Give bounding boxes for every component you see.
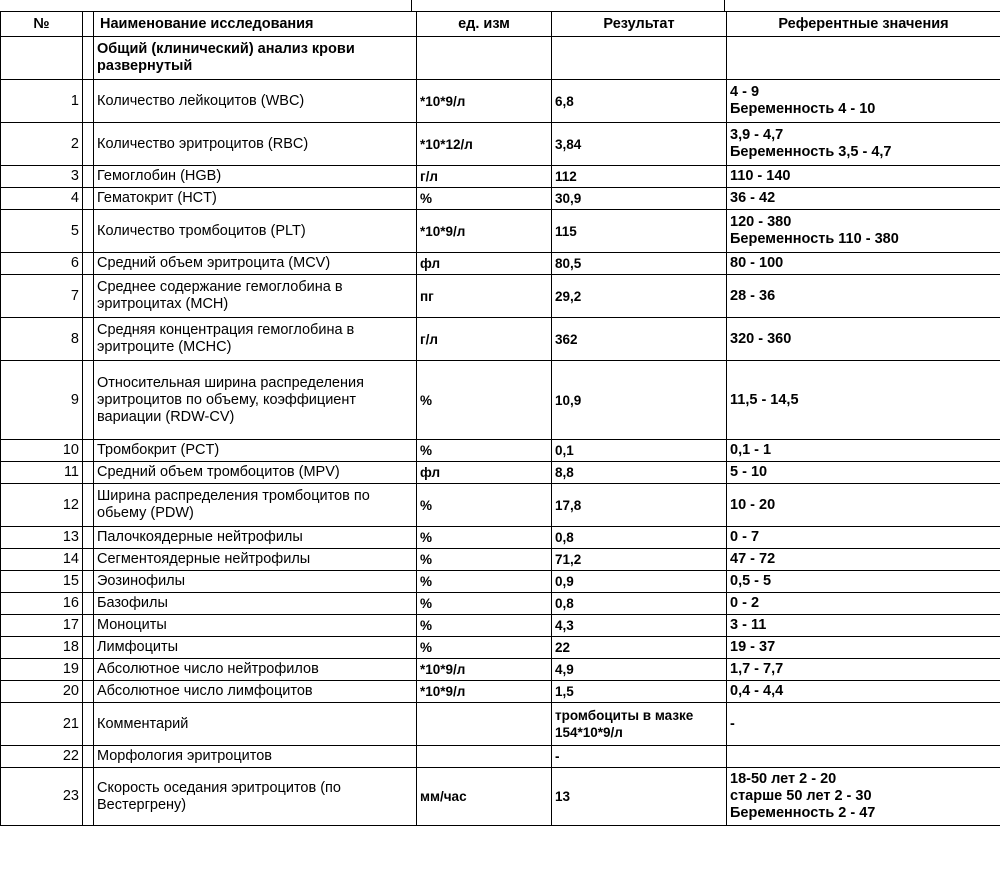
- result-value: 4,9: [552, 659, 727, 681]
- row-gap: [83, 659, 94, 681]
- result-value: 80,5: [552, 253, 727, 275]
- result-value: 0,8: [552, 527, 727, 549]
- unit-value: %: [417, 484, 552, 527]
- unit-value: %: [417, 615, 552, 637]
- test-name: Абсолютное число нейтрофилов: [94, 659, 417, 681]
- reference-value: [727, 593, 1000, 615]
- test-name: Гематокрит (HCT): [94, 188, 417, 210]
- section-gap: [83, 37, 94, 80]
- unit-value: [417, 746, 552, 768]
- reference-value: [727, 80, 1000, 123]
- row-gap: [83, 188, 94, 210]
- result-value: 6,8: [552, 80, 727, 123]
- row-number: 20: [1, 681, 83, 703]
- row-gap: [83, 484, 94, 527]
- result-value: 1,5: [552, 681, 727, 703]
- table-row: [1, 123, 1000, 166]
- test-name: Базофилы: [94, 593, 417, 615]
- row-gap: [83, 80, 94, 123]
- table-row: [1, 484, 1000, 527]
- row-number: 11: [1, 462, 83, 484]
- reference-value: [727, 484, 1000, 527]
- test-name: Моноциты: [94, 615, 417, 637]
- row-gap: [83, 462, 94, 484]
- section-unit: [417, 37, 552, 80]
- header-row: [1, 12, 1000, 37]
- unit-value: г/л: [417, 166, 552, 188]
- result-value: 4,3: [552, 615, 727, 637]
- table-row: [1, 166, 1000, 188]
- row-number: 5: [1, 210, 83, 253]
- reference-value: [727, 318, 1000, 361]
- row-number: 23: [1, 768, 83, 826]
- reference-value: [727, 637, 1000, 659]
- unit-value: г/л: [417, 318, 552, 361]
- reference-line: 1,7 - 7,7: [730, 661, 784, 677]
- reference-value: [727, 440, 1000, 462]
- row-number: 18: [1, 637, 83, 659]
- table-row: [1, 768, 1000, 826]
- reference-line: 3 - 11: [730, 617, 767, 633]
- result-value: 0,1: [552, 440, 727, 462]
- row-gap: [83, 123, 94, 166]
- unit-value: %: [417, 527, 552, 549]
- reference-value: [727, 123, 1000, 166]
- unit-value: *10*9/л: [417, 210, 552, 253]
- result-value: 13: [552, 768, 727, 826]
- header-reference: Референтные значения: [727, 12, 1000, 37]
- row-number: 16: [1, 593, 83, 615]
- reference-value: [727, 615, 1000, 637]
- table-body: [1, 37, 1000, 826]
- top-divider: [411, 0, 412, 11]
- unit-value: %: [417, 549, 552, 571]
- table-row: [1, 681, 1000, 703]
- table-row: [1, 637, 1000, 659]
- reference-value: [727, 210, 1000, 253]
- reference-value: [727, 253, 1000, 275]
- test-name: Средний объем тромбоцитов (MPV): [94, 462, 417, 484]
- reference-line: 3,9 - 4,7: [730, 127, 784, 143]
- reference-line: Беременность 110 - 380: [730, 231, 899, 247]
- test-name: Ширина распределения тромбоцитов по обьему (PDW): [94, 484, 417, 527]
- table-row: [1, 527, 1000, 549]
- reference-line: старше 50 лет 2 - 30: [730, 788, 872, 804]
- top-border-fragment: [0, 0, 1000, 11]
- unit-value: %: [417, 188, 552, 210]
- row-number: 21: [1, 703, 83, 746]
- unit-value: мм/час: [417, 768, 552, 826]
- row-gap: [83, 549, 94, 571]
- reference-value: [727, 681, 1000, 703]
- row-number: 22: [1, 746, 83, 768]
- table-row: [1, 210, 1000, 253]
- row-gap: [83, 615, 94, 637]
- row-gap: [83, 253, 94, 275]
- unit-value: *10*9/л: [417, 681, 552, 703]
- test-name: Количество тромбоцитов (PLT): [94, 210, 417, 253]
- reference-line: 80 - 100: [730, 255, 784, 271]
- table-row: [1, 659, 1000, 681]
- result-value: -: [552, 746, 727, 768]
- reference-line: 0,1 - 1: [730, 442, 772, 458]
- row-number: 17: [1, 615, 83, 637]
- unit-value: пг: [417, 275, 552, 318]
- row-number: 14: [1, 549, 83, 571]
- row-number: 12: [1, 484, 83, 527]
- unit-value: %: [417, 593, 552, 615]
- test-name: Средний объем эритроцита (MCV): [94, 253, 417, 275]
- unit-value: *10*12/л: [417, 123, 552, 166]
- test-name: Среднее содержание гемоглобина в эритроцитах (MCH): [94, 275, 417, 318]
- table-row: [1, 80, 1000, 123]
- header-num: №: [1, 12, 83, 37]
- reference-line: Беременность 2 - 47: [730, 805, 876, 821]
- test-name: Лимфоциты: [94, 637, 417, 659]
- table-row: [1, 615, 1000, 637]
- table-row: [1, 462, 1000, 484]
- reference-line: 120 - 380: [730, 214, 792, 230]
- row-gap: [83, 768, 94, 826]
- reference-line: 110 - 140: [730, 168, 791, 184]
- table-row: [1, 703, 1000, 746]
- row-gap: [83, 703, 94, 746]
- unit-value: %: [417, 361, 552, 440]
- test-name: Количество эритроцитов (RBC): [94, 123, 417, 166]
- row-gap: [83, 637, 94, 659]
- result-value: тромбоциты в мазке 154*10*9/л: [552, 703, 727, 746]
- row-number: 7: [1, 275, 83, 318]
- result-value: 0,9: [552, 571, 727, 593]
- row-number: 15: [1, 571, 83, 593]
- result-value: 10,9: [552, 361, 727, 440]
- test-name: Средняя концентрация гемоглобина в эритроците (MCHC): [94, 318, 417, 361]
- row-number: 3: [1, 166, 83, 188]
- unit-value: фл: [417, 253, 552, 275]
- unit-value: %: [417, 637, 552, 659]
- section-row: [1, 37, 1000, 80]
- table-row: [1, 593, 1000, 615]
- reference-value: [727, 571, 1000, 593]
- reference-line: 0,4 - 4,4: [730, 683, 784, 699]
- result-value: 8,8: [552, 462, 727, 484]
- table-row: [1, 361, 1000, 440]
- row-number: 13: [1, 527, 83, 549]
- reference-value: [727, 361, 1000, 440]
- reference-line: 18-50 лет 2 - 20: [730, 771, 837, 787]
- test-name: Тромбокрит (PCT): [94, 440, 417, 462]
- result-value: 17,8: [552, 484, 727, 527]
- reference-value: [727, 746, 1000, 768]
- reference-line: 28 - 36: [730, 287, 776, 304]
- test-name: Морфология эритроцитов: [94, 746, 417, 768]
- reference-line: 0 - 2: [730, 595, 760, 611]
- section-ref: [727, 37, 1000, 80]
- result-value: 0,8: [552, 593, 727, 615]
- row-number: 10: [1, 440, 83, 462]
- row-number: 8: [1, 318, 83, 361]
- top-divider: [724, 0, 725, 11]
- reference-value: [727, 527, 1000, 549]
- result-value: 112: [552, 166, 727, 188]
- test-name: Эозинофилы: [94, 571, 417, 593]
- test-name: Комментарий: [94, 703, 417, 746]
- header-name: Наименование исследования: [94, 12, 417, 37]
- table-row: [1, 188, 1000, 210]
- header-unit: ед. изм: [417, 12, 552, 37]
- row-gap: [83, 681, 94, 703]
- row-number: 9: [1, 361, 83, 440]
- test-name: Скорость оседания эритроцитов (по Вестергрену): [94, 768, 417, 826]
- table-row: [1, 318, 1000, 361]
- row-gap: [83, 210, 94, 253]
- table-row: [1, 253, 1000, 275]
- row-gap: [83, 318, 94, 361]
- row-gap: [83, 440, 94, 462]
- reference-value: [727, 768, 1000, 826]
- reference-line: 5 - 10: [730, 464, 768, 480]
- result-value: 22: [552, 637, 727, 659]
- test-name: Относительная ширина распределения эритроцитов по объему, коэффициент вариации (RDW-CV): [94, 361, 417, 440]
- reference-value: [727, 549, 1000, 571]
- table-row: [1, 549, 1000, 571]
- table-row: [1, 275, 1000, 318]
- section-title: Общий (клинический) анализ крови развернутый: [94, 37, 417, 80]
- reference-value: [727, 659, 1000, 681]
- unit-value: %: [417, 440, 552, 462]
- row-number: 2: [1, 123, 83, 166]
- reference-line: 0,5 - 5: [730, 573, 772, 589]
- test-name: Гемоглобин (HGB): [94, 166, 417, 188]
- reference-line: 47 - 72: [730, 551, 776, 567]
- test-name: Палочкоядерные нейтрофилы: [94, 527, 417, 549]
- section-num: [1, 37, 83, 80]
- table-row: [1, 746, 1000, 768]
- reference-line: -: [730, 715, 735, 732]
- result-value: 362: [552, 318, 727, 361]
- row-gap: [83, 593, 94, 615]
- row-number: 4: [1, 188, 83, 210]
- result-value: 115: [552, 210, 727, 253]
- row-gap: [83, 571, 94, 593]
- unit-value: [417, 703, 552, 746]
- result-value: 3,84: [552, 123, 727, 166]
- row-number: 6: [1, 253, 83, 275]
- table-row: [1, 440, 1000, 462]
- reference-value: [727, 166, 1000, 188]
- row-gap: [83, 361, 94, 440]
- row-gap: [83, 275, 94, 318]
- reference-line: 0 - 7: [730, 529, 760, 545]
- unit-value: *10*9/л: [417, 80, 552, 123]
- test-name: Количество лейкоцитов (WBC): [94, 80, 417, 123]
- reference-line: 10 - 20: [730, 496, 776, 513]
- reference-line: 4 - 9: [730, 84, 760, 100]
- reference-line: 11,5 - 14,5: [730, 391, 799, 408]
- test-name: Абсолютное число лимфоцитов: [94, 681, 417, 703]
- unit-value: *10*9/л: [417, 659, 552, 681]
- header-result: Результат: [552, 12, 727, 37]
- table-row: [1, 571, 1000, 593]
- test-name: Сегментоядерные нейтрофилы: [94, 549, 417, 571]
- row-gap: [83, 746, 94, 768]
- reference-line: Беременность 3,5 - 4,7: [730, 144, 892, 160]
- header-gap: [83, 12, 94, 37]
- reference-value: [727, 703, 1000, 746]
- reference-line: 320 - 360: [730, 330, 792, 347]
- reference-value: [727, 188, 1000, 210]
- reference-line: 19 - 37: [730, 639, 776, 655]
- result-value: 71,2: [552, 549, 727, 571]
- reference-line: 36 - 42: [730, 190, 776, 206]
- blood-test-table: [0, 11, 1000, 826]
- row-gap: [83, 166, 94, 188]
- reference-line: Беременность 4 - 10: [730, 101, 876, 117]
- unit-value: фл: [417, 462, 552, 484]
- row-gap: [83, 527, 94, 549]
- reference-value: [727, 462, 1000, 484]
- result-value: 29,2: [552, 275, 727, 318]
- reference-value: [727, 275, 1000, 318]
- row-number: 1: [1, 80, 83, 123]
- row-number: 19: [1, 659, 83, 681]
- section-result: [552, 37, 727, 80]
- result-value: 30,9: [552, 188, 727, 210]
- unit-value: %: [417, 571, 552, 593]
